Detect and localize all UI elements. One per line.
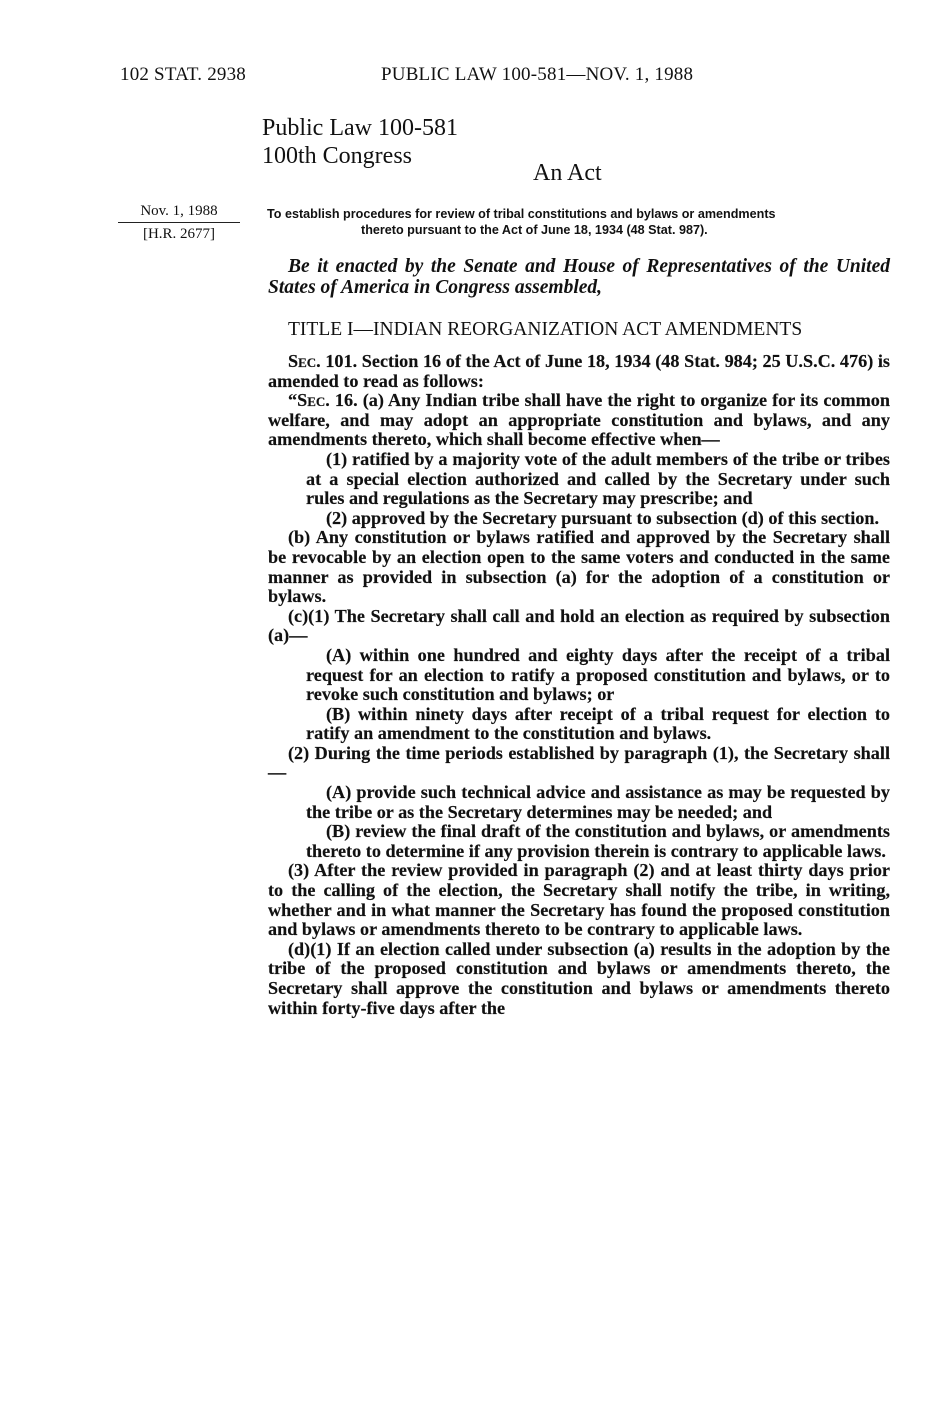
margin-rule [118,222,240,223]
congress-number: 100th Congress [262,143,412,169]
paragraph: “Sec. 16. (a) Any Indian tribe shall have the right to organize for its common welfare, and may adopt an appropriate constitution and bylaws, and any amendments thereto, which shall become effective when— [268,390,890,450]
enacting-clause: Be it enacted by the Senate and House of Representatives of the United States of America in Congress assembled, [268,256,890,298]
running-head: PUBLIC LAW 100-581—NOV. 1, 1988 [381,64,694,85]
title-heading: TITLE I—INDIAN REORGANIZATION ACT AMENDMENTS [288,319,803,340]
paragraph: (2) During the time periods established by paragraph (1), the Secretary shall— [268,742,890,783]
stat-page-number: 102 STAT. 2938 [120,64,247,85]
margin-date: Nov. 1, 1988 [140,203,218,219]
paragraph: (b) Any constitution or bylaws ratified and approved by the Secretary shall be revocable by an election open to the same voters and conducted in the same manner as provided in subsection (a) for the adoption of a constitution or bylaws. [268,527,890,607]
title-block [262,114,458,170]
paragraph: (A) provide such technical advice and assistance as may be requested by the tribe or as the Secretary determines may be needed; and [306,782,890,822]
paragraph: Sec. 101. Section 16 of the Act of June 18, 1934 (48 Stat. 984; 25 U.S.C. 476) is amended to read as follows: [268,351,890,391]
section-label: “Sec. [288,390,330,411]
margin-bill-number: [H.R. 2677] [142,226,216,242]
paragraph: (B) within ninety days after receipt of a tribal request for election to ratify an amendment to the constitution and bylaws. [306,703,890,744]
purpose-line-2: thereto pursuant to the Act of June 18, 1934 (48 Stat. 987). [361,223,708,237]
paragraph: (d)(1) If an election called under subsection (a) results in the adoption by the tribe of the proposed constitution and bylaws or amendments thereto, the Secretary shall approve the constitution and bylaws or amendments thereto within forty-five days after the [268,938,890,1018]
section-text [268,352,890,1018]
paragraph: (1) ratified by a majority vote of the adult members of the tribe or tribes at a special election authorized and called by the Secretary under such rules and regulations as the Secretary may prescribe; and [306,448,890,509]
public-law-number: Public Law 100-581 [262,115,458,141]
section-label: Sec. [288,351,321,371]
purpose-line-1: To establish procedures for review of tribal constitutions and bylaws or amendments [267,207,776,221]
paragraph: (3) After the review provided in paragraph (2) and at least thirty days prior to the calling of the election, the Secretary shall notify the tribe, in writing, whether and in what manner the Secretary has found the proposed constitution and bylaws or amendments thereto to be contrary to applicable laws. [268,860,890,940]
paragraph: (A) within one hundred and eighty days after the receipt of a tribal request for an election to ratify a proposed constitution and bylaws, or to revoke such constitution and bylaws; or [306,644,890,705]
paragraph: (2) approved by the Secretary pursuant to subsection (d) of this section. [326,507,880,528]
purpose-clause [268,206,888,238]
paragraph: (c)(1) The Secretary shall call and hold an election as required by subsection (a)— [268,605,890,646]
an-act-heading: An Act [533,160,602,186]
paragraph: (B) review the final draft of the constitution and bylaws, or amendments thereto to determine if any provision therein is contrary to applicable laws. [306,821,890,861]
